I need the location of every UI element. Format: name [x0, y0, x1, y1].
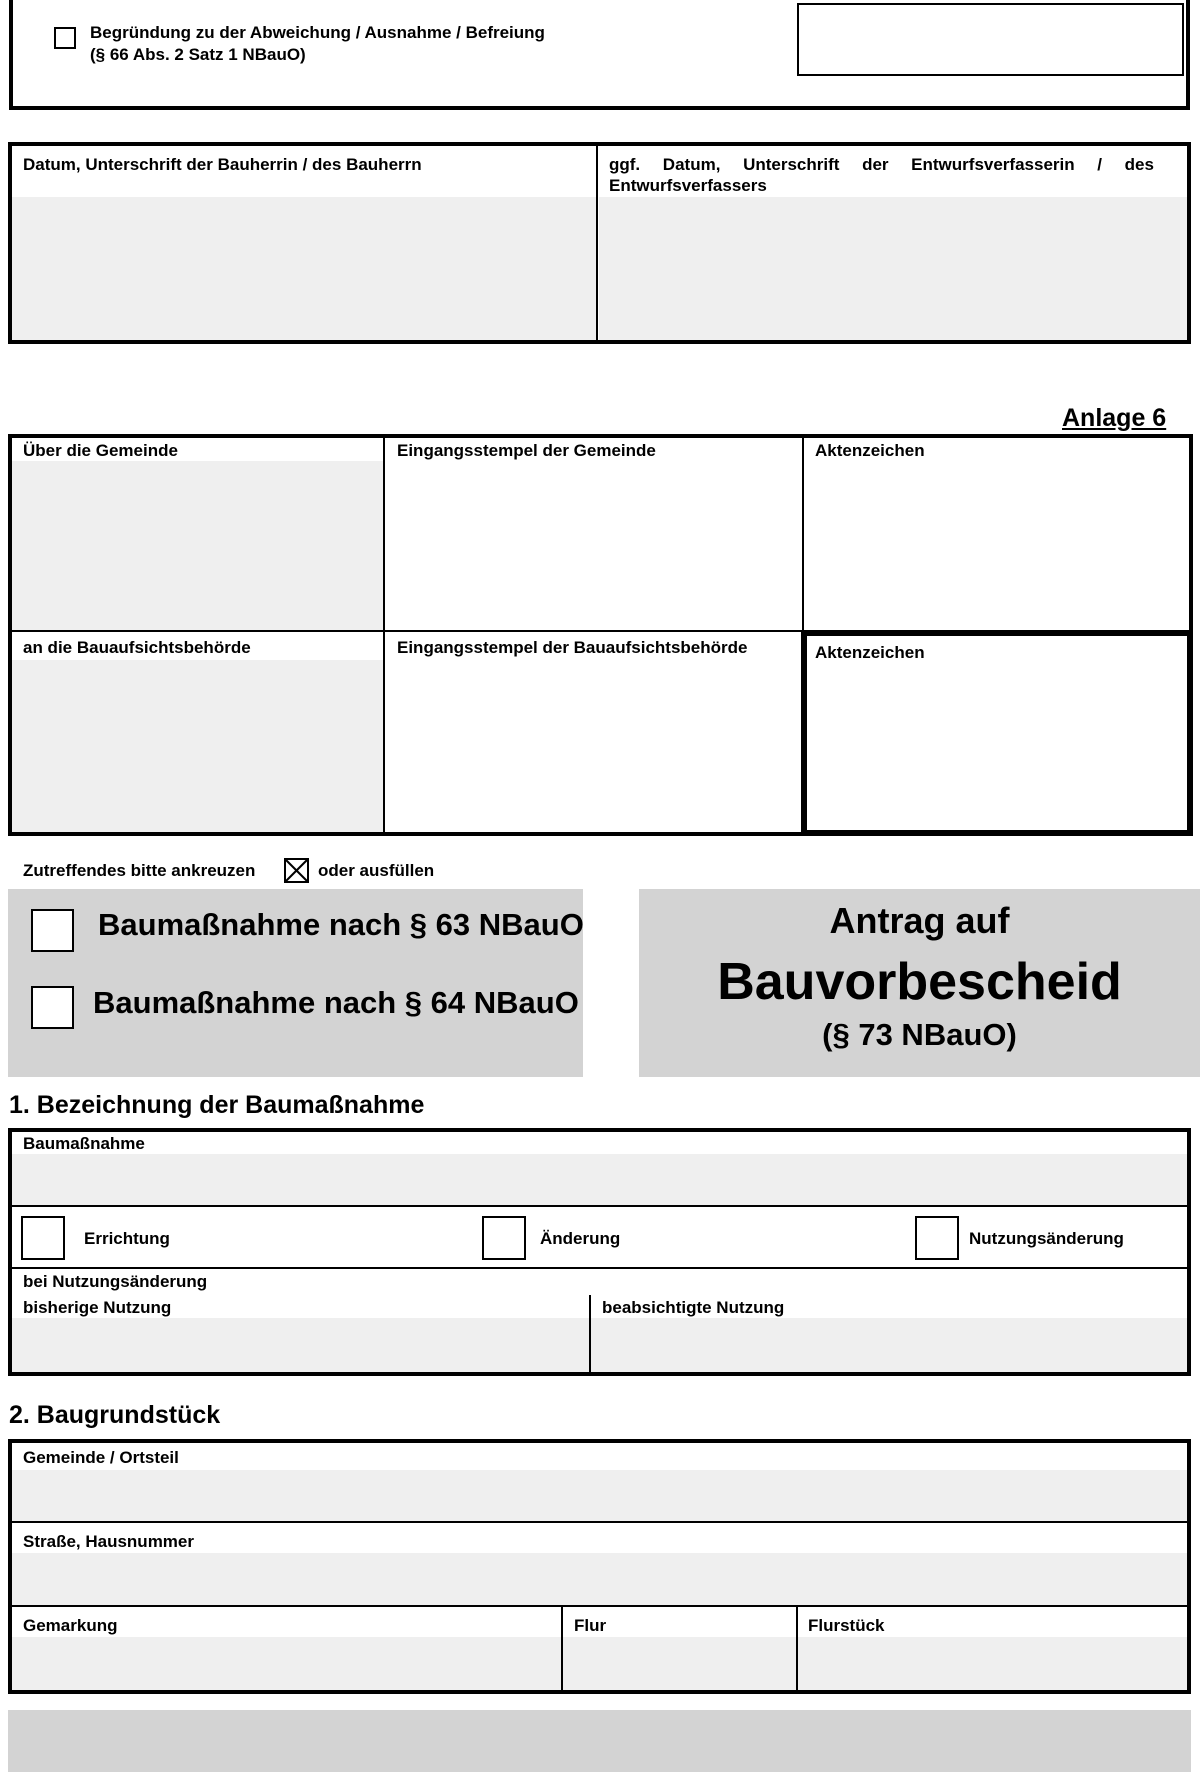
- section1-row-divider-2: [12, 1267, 1187, 1269]
- section2-row-divider-1: [12, 1521, 1187, 1523]
- option-63-checkbox[interactable]: [31, 909, 74, 952]
- behoerde-label: an die Bauaufsichtsbehörde: [23, 638, 251, 657]
- section1-row-divider-1: [12, 1205, 1187, 1207]
- flur-divider: [796, 1607, 798, 1690]
- flur-field[interactable]: [563, 1637, 796, 1690]
- entwurf-signature-label-line2: Entwurfsverfassers: [609, 176, 767, 195]
- nutzungsaenderung-label: Nutzungsänderung: [969, 1229, 1124, 1248]
- flur-label: Flur: [574, 1616, 607, 1635]
- crossed-box-example-icon: [284, 858, 309, 883]
- entwurf-word-4: Entwurfsverfasserin: [911, 155, 1075, 174]
- instruction-text-before: Zutreffendes bitte ankreuzen: [23, 861, 256, 880]
- bisherige-nutzung-label: bisherige Nutzung: [23, 1298, 172, 1317]
- errichtung-label: Errichtung: [84, 1229, 170, 1248]
- aktenzeichen-1-label: Aktenzeichen: [815, 441, 925, 460]
- aenderung-label: Änderung: [540, 1229, 621, 1248]
- entwurf-signature-label-line1: [609, 154, 1154, 175]
- option-64-label: Baumaßnahme nach § 64 NBauO: [93, 985, 579, 1020]
- gemarkung-label: Gemarkung: [23, 1616, 118, 1635]
- entwurf-word-6: des: [1124, 155, 1154, 174]
- strasse-hausnummer-label: Straße, Hausnummer: [23, 1532, 194, 1551]
- title-line2: Bauvorbescheid: [717, 953, 1122, 1011]
- behoerde-field[interactable]: [12, 660, 383, 832]
- entwurf-word-5: /: [1097, 155, 1102, 174]
- option-64-checkbox[interactable]: [31, 986, 74, 1029]
- aenderung-checkbox[interactable]: [482, 1216, 526, 1260]
- instruction-text-after: oder ausfüllen: [318, 861, 435, 880]
- gemeinde-ortsteil-label: Gemeinde / Ortsteil: [23, 1448, 179, 1467]
- flurstueck-field[interactable]: [798, 1637, 1187, 1690]
- baumassnahme-label: Baumaßnahme: [23, 1134, 145, 1153]
- nutzung-divider: [589, 1295, 591, 1372]
- gemarkung-divider: [561, 1607, 563, 1690]
- signature-divider: [596, 146, 598, 340]
- section1-heading: 1. Bezeichnung der Baumaßnahme: [9, 1091, 425, 1119]
- section2-heading: 2. Baugrundstück: [9, 1401, 221, 1429]
- gemeinde-label: Über die Gemeinde: [23, 441, 178, 460]
- aktenzeichen-2-label: Aktenzeichen: [815, 643, 925, 662]
- abweichung-checkbox[interactable]: [54, 27, 76, 49]
- errichtung-checkbox[interactable]: [21, 1216, 65, 1260]
- entwurf-word-1: Datum,: [662, 155, 721, 174]
- anlage-label: Anlage 6: [1062, 404, 1167, 432]
- entwurf-word-2: Unterschrift: [743, 155, 840, 174]
- strasse-hausnummer-field[interactable]: [12, 1553, 1187, 1605]
- header-divider-1: [383, 438, 385, 832]
- bauherr-signature-label: Datum, Unterschrift der Bauherrin / des Bauherrn: [23, 155, 422, 174]
- bei-nutzungsaenderung-label: bei Nutzungsänderung: [23, 1272, 208, 1291]
- beabsichtigte-nutzung-field[interactable]: [591, 1318, 1187, 1372]
- beabsichtigte-nutzung-label: beabsichtigte Nutzung: [602, 1298, 785, 1317]
- section2-row-divider-2: [12, 1605, 1187, 1607]
- gemeinde-ortsteil-field[interactable]: [12, 1470, 1187, 1521]
- entwurf-word-0: ggf.: [609, 155, 641, 174]
- option-63-label: Baumaßnahme nach § 63 NBauO: [98, 907, 584, 942]
- gemarkung-field[interactable]: [12, 1637, 561, 1690]
- bisherige-nutzung-field[interactable]: [12, 1318, 589, 1372]
- eingang-behoerde-label: Eingangsstempel der Bauaufsichtsbehörde: [397, 638, 748, 657]
- title-line1: Antrag auf: [829, 900, 1010, 941]
- flurstueck-label: Flurstück: [808, 1616, 885, 1635]
- abweichung-label-line1: Begründung zu der Abweichung / Ausnahme / Befreiung: [90, 23, 545, 42]
- gemeinde-field[interactable]: [12, 461, 383, 630]
- eingang-gemeinde-label: Eingangsstempel der Gemeinde: [397, 441, 656, 460]
- header-divider-2: [802, 438, 804, 632]
- nutzungsaenderung-checkbox[interactable]: [915, 1216, 959, 1260]
- title-line3: (§ 73 NBauO): [822, 1017, 1017, 1052]
- abweichung-label-line2: (§ 66 Abs. 2 Satz 1 NBauO): [90, 45, 306, 64]
- abweichung-input-box[interactable]: [797, 3, 1184, 76]
- bottom-gray-bar: [8, 1710, 1191, 1772]
- bauherr-signature-field[interactable]: [12, 197, 597, 340]
- baumassnahme-field[interactable]: [12, 1154, 1187, 1205]
- entwurf-signature-field[interactable]: [599, 197, 1187, 340]
- entwurf-word-3: der: [862, 155, 889, 174]
